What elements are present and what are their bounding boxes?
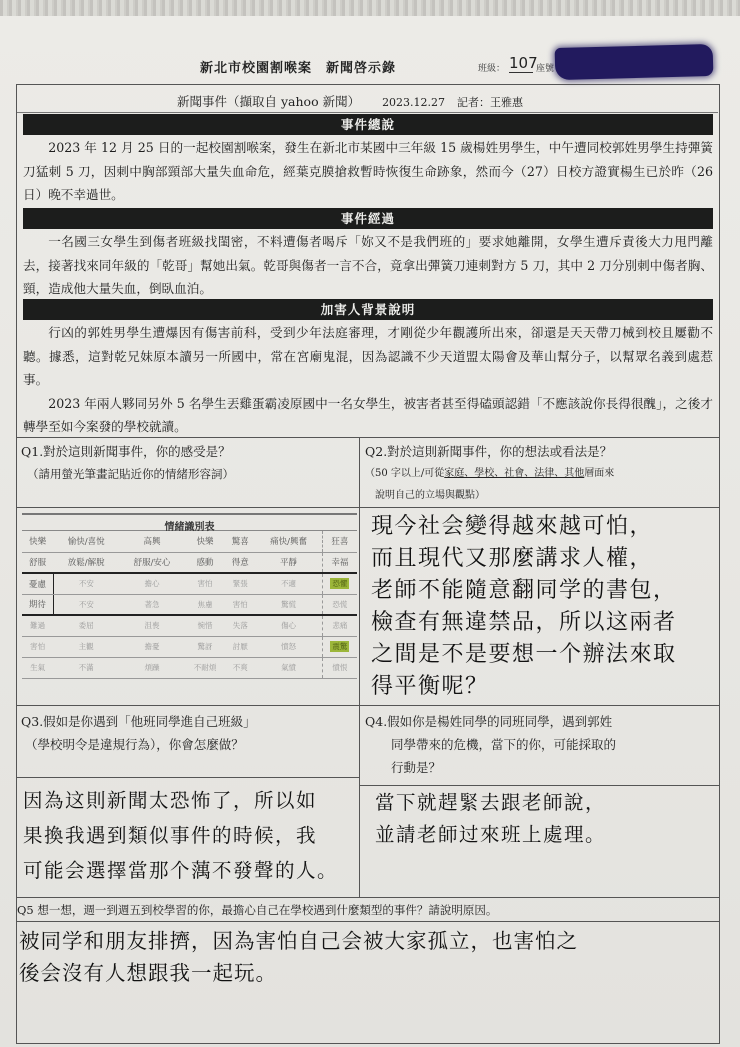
- answer-line: 後会沒有人想跟我一起玩。: [19, 961, 277, 985]
- answer-line: 之間是不是要想一个辦法來取: [371, 642, 677, 667]
- document-title: 新北市校園割喉案 新聞啓示錄: [200, 61, 397, 76]
- document-header: [0, 52, 740, 82]
- emotion-cell[interactable]: 不安: [53, 573, 119, 594]
- answer-line: 並請老師过來班上處理。: [375, 823, 607, 846]
- emotion-cell[interactable]: 快樂: [185, 531, 225, 552]
- emotion-cell[interactable]: 平靜: [255, 552, 322, 573]
- answer-line: 而且現代又那麼講求人權，: [371, 546, 654, 571]
- emotion-cell[interactable]: 不滿: [53, 657, 119, 678]
- emotion-cell[interactable]: 悲痛: [322, 615, 357, 636]
- paper-torn-edge: [0, 0, 740, 16]
- question-3-prompt: Q3.假如是你遇到「他班同學進自己班級」: [21, 714, 256, 729]
- answer-line: 果換我遇到類似事件的時候，我: [23, 824, 318, 847]
- question-3-instruction: （學校明令是違規行為），你會怎麼做？: [25, 737, 244, 752]
- answer-line: 得平衡呢？: [371, 674, 489, 699]
- emotion-cell[interactable]: 不適: [255, 573, 322, 594]
- emotion-cell[interactable]: 失落: [225, 615, 255, 636]
- emotion-cell[interactable]: 期待: [22, 594, 53, 615]
- emotion-cell[interactable]: 委屈: [53, 615, 119, 636]
- instruction-text: （50 字以上/可從: [365, 468, 445, 479]
- paragraph: 2023 年 12 月 25 日的一起校園割喉案，發生在新北市某國中三年級 15 歲楊姓男學生，中午遭同校郭姓男學生持彈簧刀猛刺 5 刀，因刺中胸部頸部大量失血命危，經葉克膜搶救暫時恢復生命跡象，然而今（27）日校方證實楊生已於昨（26 日）晚不幸過世。: [23, 140, 713, 202]
- section-heading-summary: 事件總說: [23, 114, 713, 135]
- paragraph: 2023 年兩人夥同另外 5 名學生丟雞蛋霸凌原國中一名女學生，被害者甚至得磕頭認錯「不應該說你長得很醜」，之後才轉學至如今案發的學校就讀。: [23, 395, 713, 434]
- emotion-cell[interactable]: 討厭: [225, 636, 255, 657]
- emotion-cell[interactable]: 得意: [225, 552, 255, 573]
- emotion-cell[interactable]: 不爽: [225, 657, 255, 678]
- section-heading-offender: 加害人背景說明: [23, 299, 713, 320]
- emotion-cell[interactable]: 憂慮: [22, 573, 53, 594]
- paragraph: 行凶的郭姓男學生遭爆因有傷害前科，受到少年法庭審理，才剛從少年觀護所出來，卻還是天天帶刀械到校且屢勸不聽。據悉，這對乾兄妹原本讀另一所國中，常在宮廟鬼混，因為認識不少天道盟太陽會及華山幫分子，以幫眾名義到處惹事。: [23, 325, 713, 387]
- emotion-cell[interactable]: 驚喜: [225, 531, 255, 552]
- seat-label: 座號: [536, 64, 555, 74]
- question-3: [21, 710, 356, 756]
- emotion-cell[interactable]: 傷心: [255, 615, 322, 636]
- answer-line: 現今社会變得越來越可怕，: [371, 514, 654, 539]
- instruction-underlined: 家庭、學校、社會、法律、其他: [444, 468, 585, 479]
- emotion-cell[interactable]: 緊張: [225, 573, 255, 594]
- question-2-prompt: Q2.對於這則新聞事件，你的想法或看法是？: [365, 444, 613, 459]
- question-4-instruction-line2: 行動是？: [391, 760, 442, 775]
- question-1-prompt: Q1.對於這則新聞事件，你的感受是？: [21, 444, 231, 459]
- news-date: 2023.12.27: [382, 96, 446, 109]
- emotion-cell[interactable]: 害怕: [225, 594, 255, 615]
- emotion-cell[interactable]: 憤恨: [322, 657, 357, 678]
- news-reporter: 記者：王雅惠: [457, 96, 524, 109]
- question-3-answer[interactable]: [23, 783, 358, 888]
- emotion-cell[interactable]: 舒服: [22, 552, 53, 573]
- question-4-instruction: 同學帶來的危機，當下的你，可能採取的: [391, 737, 617, 752]
- question-2-answer[interactable]: [371, 511, 716, 703]
- worksheet-frame: [16, 84, 720, 1044]
- answer-line: 檢查有無違禁品，所以这兩者: [371, 610, 677, 635]
- answer-line: 因為这則新聞太恐怖了，所以如: [23, 789, 318, 812]
- divider: [17, 777, 359, 778]
- divider: [17, 897, 719, 898]
- answer-line: 可能会選擇當那个蕅不發聲的人。: [23, 859, 339, 882]
- answer-line: 被同学和朋友排擠，因為害怕自己会被大家孤立，也害怕之: [19, 929, 578, 953]
- emotion-cell[interactable]: 憤怒: [255, 636, 322, 657]
- question-1: [21, 440, 356, 486]
- worksheet: [0, 16, 740, 1047]
- question-2: [365, 440, 715, 507]
- emotion-table: [22, 513, 357, 679]
- emotion-cell[interactable]: 不安: [53, 594, 119, 615]
- column-divider: [359, 437, 360, 897]
- emotion-cell[interactable]: 難過: [22, 615, 53, 636]
- highlight-mark: 恐懼: [332, 579, 348, 589]
- question-1-instruction: （請用螢光筆畫記貼近你的情緒形容詞）: [27, 467, 234, 481]
- emotion-cell-highlighted[interactable]: [322, 636, 357, 657]
- divider: [17, 437, 719, 438]
- emotion-cell[interactable]: 驚慌: [255, 594, 322, 615]
- emotion-grid: [22, 531, 357, 679]
- emotion-cell[interactable]: 著急: [119, 594, 185, 615]
- news-source: 新聞事件（擷取自 yahoo 新聞）: [177, 94, 361, 109]
- news-meta: [17, 85, 718, 113]
- emotion-cell[interactable]: 狂喜: [322, 531, 357, 552]
- emotion-cell[interactable]: 痛快/興奮: [255, 531, 322, 552]
- emotion-cell[interactable]: 主觀: [53, 636, 119, 657]
- emotion-cell[interactable]: 愉快/喜悅: [53, 531, 119, 552]
- paragraph: 一名國三女學生到傷者班級找閨密，不料遭傷者喝斥「妳又不是我們班的」要求她離開，女學生遭斥責後大力甩門離去，接著找來同年級的「乾哥」幫她出氣。乾哥與傷者一言不合，竟拿出彈簧刀連刺對方 5 刀，其中 2 刀分別刺中傷者胸、頸，造成他大量失血，倒臥血泊。: [23, 234, 713, 296]
- emotion-cell[interactable]: 沮喪: [119, 615, 185, 636]
- emotion-cell[interactable]: 氣憤: [255, 657, 322, 678]
- emotion-cell[interactable]: 害怕: [185, 573, 225, 594]
- emotion-cell[interactable]: 快樂: [22, 531, 53, 552]
- emotion-cell[interactable]: 放鬆/解脫: [53, 552, 119, 573]
- emotion-cell[interactable]: 擔心: [119, 573, 185, 594]
- question-5-prompt: Q5 想一想，週一到週五到校學習的你，最擔心自己在學校遇到什麼類型的事件？請說明原因。: [17, 903, 498, 917]
- emotion-cell[interactable]: 驚訝: [185, 636, 225, 657]
- section-heading-process: 事件經過: [23, 208, 713, 229]
- divider: [359, 785, 719, 786]
- emotion-cell[interactable]: 擔憂: [119, 636, 185, 657]
- answer-line: 老師不能隨意翻同学的書包，: [371, 578, 677, 603]
- instruction-text: 層面來: [584, 468, 615, 479]
- emotion-cell[interactable]: 害怕: [22, 636, 53, 657]
- emotion-table-title: 情緒識別表: [22, 513, 357, 531]
- question-4: [365, 710, 715, 779]
- divider: [17, 921, 719, 922]
- question-2-instruction-line2: 說明自己的立場與觀點）: [375, 490, 485, 501]
- emotion-cell-highlighted[interactable]: [322, 573, 357, 594]
- emotion-cell[interactable]: 感動: [185, 552, 225, 573]
- section-process-text: [23, 230, 713, 301]
- question-4-prompt: Q4.假如你是楊姓同學的同班同學，遇到郭姓: [365, 714, 613, 729]
- emotion-cell[interactable]: 幸福: [322, 552, 357, 573]
- emotion-cell[interactable]: 煩躁: [119, 657, 185, 678]
- emotion-cell[interactable]: 不耐煩: [185, 657, 225, 678]
- section-summary-text: [23, 136, 713, 207]
- divider: [17, 705, 719, 706]
- highlight-mark: 震驚: [332, 642, 348, 651]
- emotion-cell[interactable]: 惋惜: [185, 615, 225, 636]
- emotion-cell[interactable]: 生氣: [22, 657, 53, 678]
- class-label: 班級：: [478, 64, 506, 74]
- class-value: 107: [509, 54, 538, 72]
- emotion-cell[interactable]: 焦慮: [185, 594, 225, 615]
- emotion-cell[interactable]: 高興: [119, 531, 185, 552]
- answer-line: 當下就趕緊去跟老師說，: [375, 791, 607, 814]
- divider: [17, 507, 719, 508]
- name-redaction-marker: [555, 44, 714, 80]
- question-2-instruction: [365, 463, 715, 485]
- emotion-cell[interactable]: 恐慌: [322, 594, 357, 615]
- section-offender-text: [23, 321, 713, 439]
- question-5-answer[interactable]: [19, 925, 719, 989]
- emotion-cell[interactable]: 舒服/安心: [119, 552, 185, 573]
- question-4-answer[interactable]: [375, 787, 715, 851]
